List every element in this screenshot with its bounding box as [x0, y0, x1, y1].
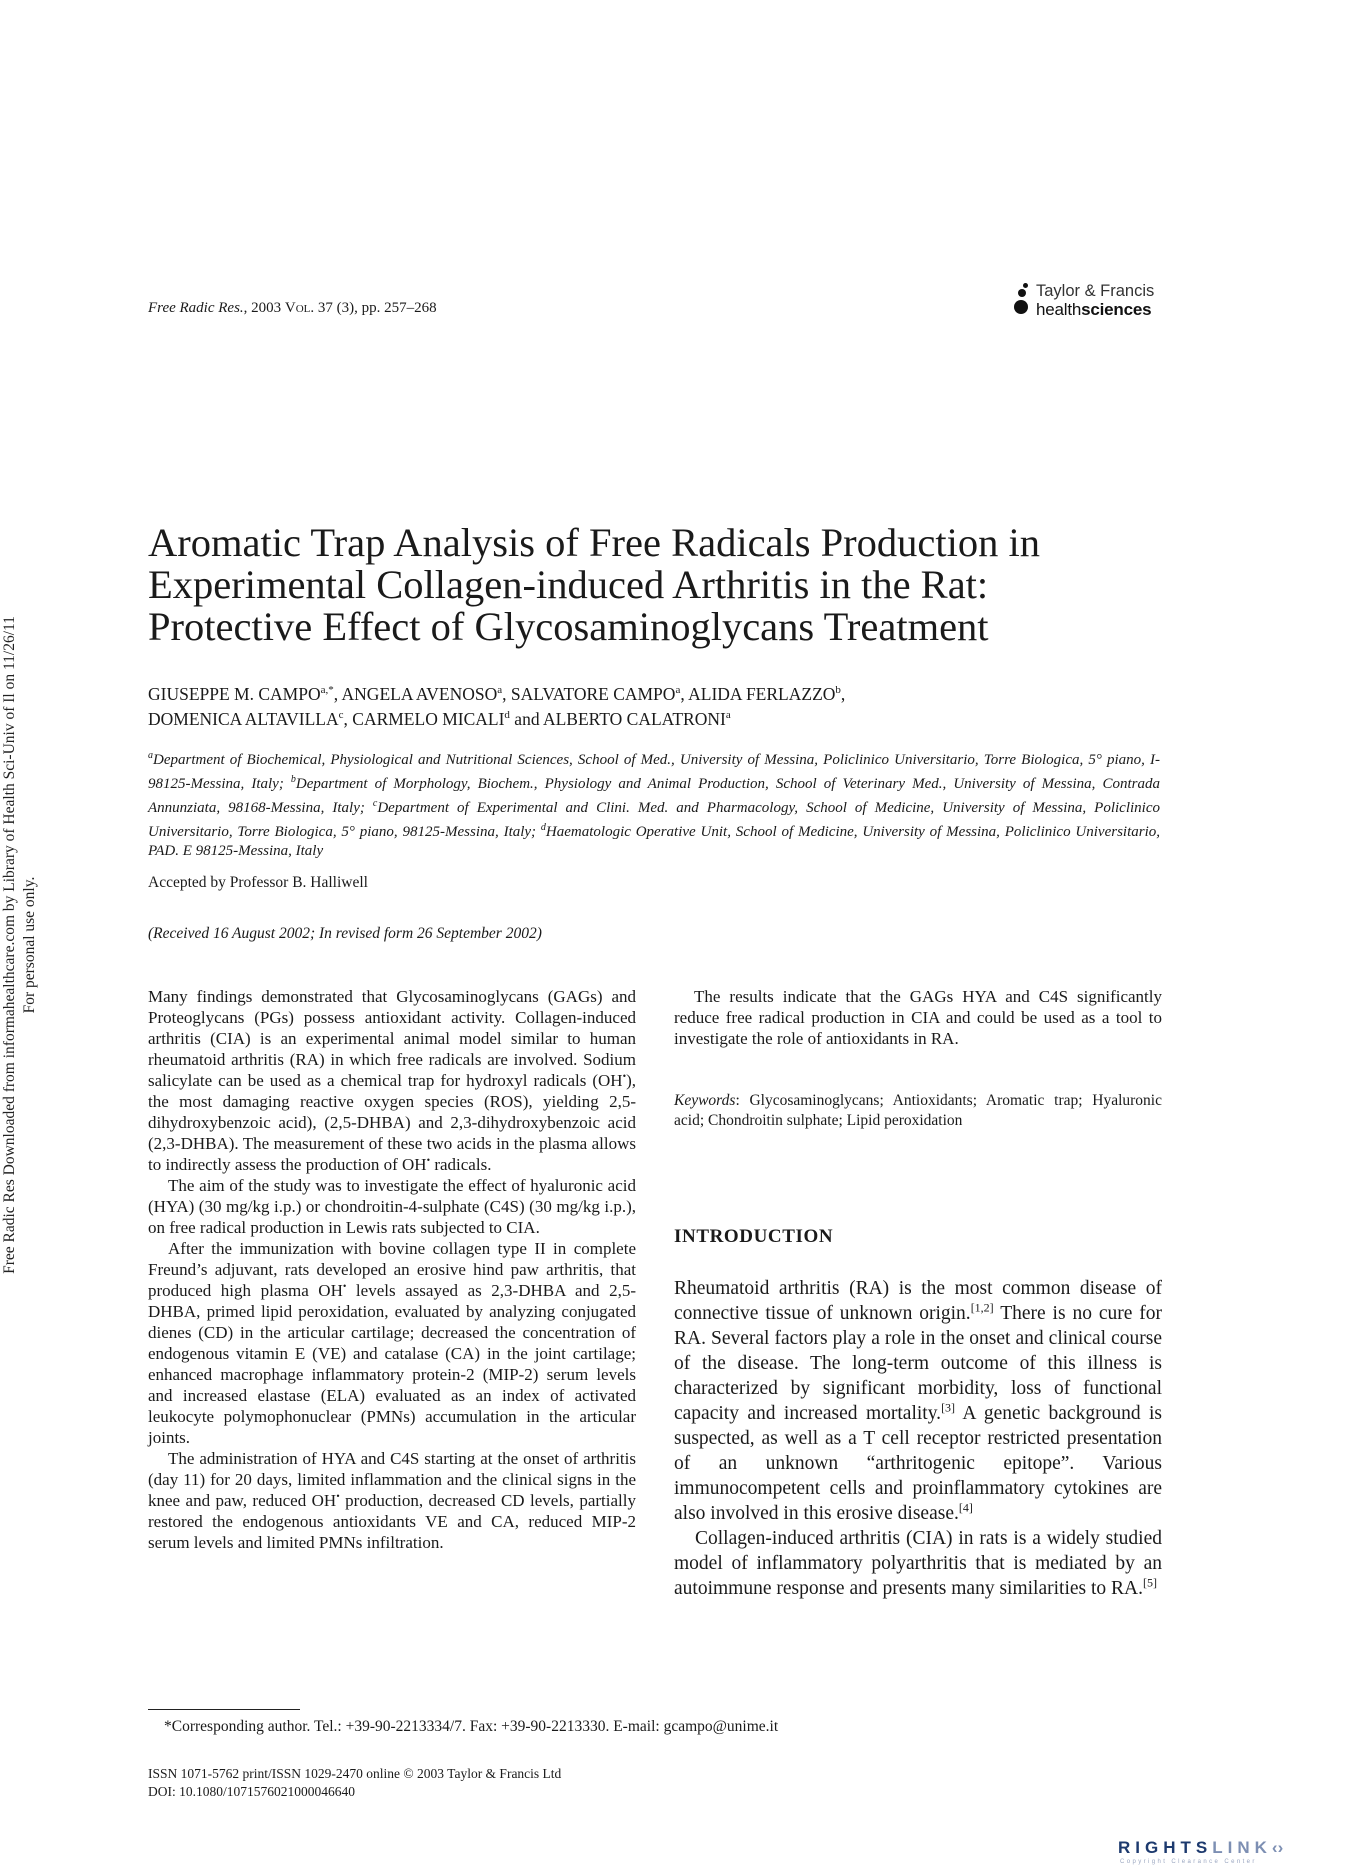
abstract-conclusion: The results indicate that the GAGs HYA and C4S significantly reduce free radical production in CIA and could be used as a tool to investigate the role of antioxidants in RA. [674, 987, 1162, 1048]
keywords-list: : Glycosaminoglycans; Antioxidants; Aromatic trap; Hyaluronic acid; Chondroitin sulphate; Lipid peroxidation [674, 1092, 1162, 1129]
title-line-2: Experimental Collagen-induced Arthritis in the Rat: [148, 562, 989, 607]
rightslink-text-dark: RIGHTS [1118, 1838, 1213, 1857]
rightslink-text-light: LINK [1212, 1838, 1272, 1857]
publisher-division: healthsciences [1036, 300, 1152, 319]
footnote-divider [148, 1709, 300, 1710]
journal-year: , 2003 [243, 300, 285, 316]
abstract-paragraph: The administration of HYA and C4S starting at the onset of arthritis (day 11) for 20 days, limited inflammation and the clinical signs in the knee and paw, reduced OH• production, decreased CD levels, partially restored the endogenous antioxidants VE and CA, reduced MIP-2 serum levels and limited PMNs infiltration. [148, 1449, 636, 1552]
journal-reference [148, 300, 437, 317]
title-line-1: Aromatic Trap Analysis of Free Radicals Production in [148, 520, 1041, 565]
issn-block [148, 1765, 561, 1801]
affiliations: $^a$Department of Biochemical, Physiological and Nutritional Sciences, School of Med., University of Messina, Policlinico Universitario, Torre Biologica, 5° piano, I-98125-Messina, Italy; $^b$Department of Morphology, Biochem., Physiology and Animal Production, School of Veterinary Med., University of Messina, Contrada Annunziata, 98168-Messina, Italy; $^c$Department of Experimental and Clini. Med. and Pharmacology, School of Medicine, University of Messina, Policlinico Universitario, Torre Biologica, 5° piano, 98125-Messina, Italy; $^d$Haematologic Operative Unit, School of Medicine, University of Messina, Policlinico Universitario, PAD. E 98125-Messina, Italy [148, 750, 1160, 859]
abstract-paragraph: The aim of the study was to investigate the effect of hyaluronic acid (HYA) (30 mg/kg i.p.) or chondroitin-4-sulphate (C4S) (30 mg/kg i.p.), on free radical production in Lewis rats subjected to CIA. [148, 1176, 636, 1237]
publisher-logo [1014, 281, 1174, 321]
citation-link[interactable]: [5] [1143, 1575, 1157, 1590]
abstract [148, 986, 636, 1553]
rightslink-subtitle: Copyright Clearance Center [1120, 1859, 1257, 1865]
introduction-heading: INTRODUCTION [674, 1226, 834, 1247]
citation-link[interactable]: [1,2] [970, 1300, 994, 1315]
article-title [148, 522, 1228, 648]
citation-link[interactable]: [4] [958, 1500, 973, 1515]
journal-volume-label: Vol. [284, 300, 315, 316]
issn-line: ISSN 1071-5762 print/ISSN 1029-2470 online © 2003 Taylor & Francis Ltd [148, 1766, 562, 1781]
download-side-note [0, 585, 60, 1305]
journal-pages: 37 (3), pp. 257–268 [314, 300, 437, 316]
side-note-line-1: Free Radic Res Downloaded from informahealthcare.com by Library of Health Sci-Univ of Il on 11/26/11 [1, 616, 18, 1274]
keywords [674, 1091, 1162, 1130]
introduction-paragraph: Collagen-induced arthritis (CIA) in rats is a widely studied model of inflammatory polyarthritis that is mediated by an autoimmune response and presents many similarities to RA.[5] [674, 1528, 1162, 1599]
citation-link[interactable]: [3] [941, 1400, 956, 1415]
right-column [674, 986, 1162, 1601]
author-line-2: DOMENICA ALTAVILLA$^c$, CARMELO MICALI$^d$ and ALBERTO CALATRONI$^a$ [148, 708, 731, 729]
journal-name: Free Radic Res. [148, 300, 244, 316]
abstract-paragraph: Many findings demonstrated that Glycosaminoglycans (GAGs) and Proteoglycans (PGs) possess antioxidant activity. Collagen-induced arthritis (CIA) is an experimental animal model similar to human rheumatoid arthritis (RA) in which free radicals are involved. Sodium salicylate can be used as a chemical trap for hydroxyl radicals (OH•), the most damaging reactive oxygen species (ROS), yielding 2,5-dihydroxybenzoic acid), (2,5-DHBA) and 2,3-dihydroxybenzoic acid (2,3-DHBA). The measurement of these two acids in the plasma allows to indirectly assess the production of OH• radicals. [148, 987, 636, 1174]
rightslink-logo[interactable] [1118, 1838, 1338, 1868]
rightslink-arrow-icon: ‹› [1271, 1838, 1284, 1857]
introduction-paragraph: Rheumatoid arthritis (RA) is the most common disease of connective tissue of unknown origin.[1,2] There is no cure for RA. Several factors play a role in the onset and clinical course of the disease. The long-term outcome of this illness is characterized by significant morbidity, loss of functional capacity and increased mortality.[3] A genetic background is suspected, as well as a T cell receptor restricted presentation of an unknown “arthritogenic epitope”. Various immunocompetent cells and proinflammatory cytokines are also involved in this erosive disease.[4] [674, 1278, 1162, 1524]
accepted-by: Accepted by Professor B. Halliwell [148, 874, 368, 891]
author-list [148, 680, 1208, 730]
author-line-1: GIUSEPPE M. $CAMPO^{a,*}$, ANGELA AVENOSO$^a$, SALVATORE CAMPO$^a$, ALIDA FERLAZZO$^b$, [148, 683, 846, 704]
side-note-line-2: For personal use only. [21, 876, 38, 1014]
abstract-paragraph: After the immunization with bovine collagen type II in complete Freund’s adjuvant, rats developed an erosive hind paw arthritis, that produced high plasma OH• levels assayed as 2,3-DHBA and 2,5-DHBA, primed lipid peroxidation, evaluated by analyzing conjugated dienes (CD) in the articular cartilage; decreased the concentration of endogenous vitamin E (VE) and catalase (CA) in the joint cartilage; enhanced macrophage inflammatory protein-2 (MIP-2) serum levels and increased elastase (ELA) evaluated as an index of activated leukocyte polymophonuclear (PMNs) accumulation in the articular joints. [148, 1239, 636, 1447]
publisher-name: Taylor & Francis [1036, 282, 1155, 300]
title-line-3: Protective Effect of Glycosaminoglycans Treatment [148, 604, 989, 649]
corresponding-author-footnote: *Corresponding author. Tel.: +39-90-2213334/7. Fax: +39-90-2213330. E-mail: gcampo@unime.it [164, 1718, 779, 1735]
publisher-dots-icon [1014, 283, 1036, 319]
keywords-label: Keywords [674, 1092, 736, 1109]
doi-line[interactable]: DOI: 10.1080/1071576021000046640 [148, 1784, 355, 1799]
received-dates: (Received 16 August 2002; In revised form 26 September 2002) [148, 925, 542, 942]
introduction-body [674, 1276, 1162, 1601]
